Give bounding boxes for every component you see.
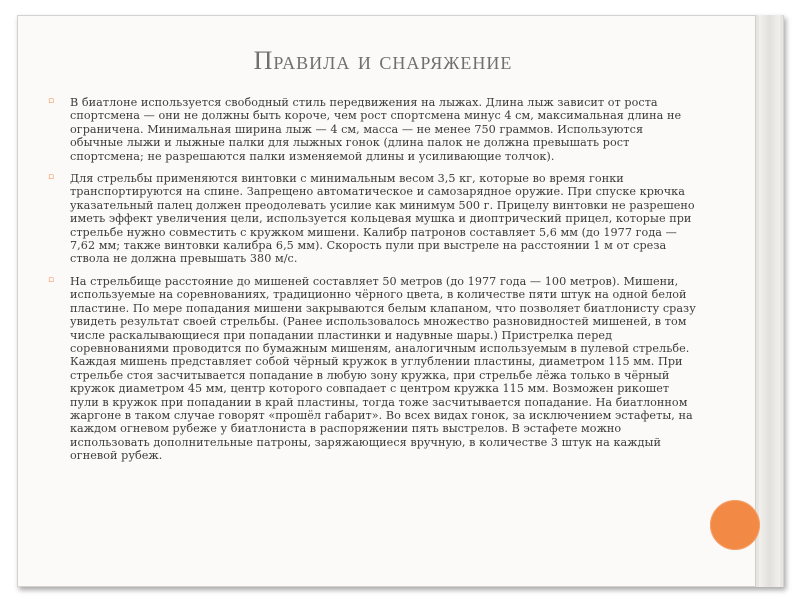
slide-title: Правила и снаряжение [253,46,513,75]
paragraph-skis [46,96,696,163]
paragraph-text: В биатлоне используется свободный стиль передвижения на лыжах. Длина лыж зависит от роста спортсмена — они не должны быть короче, чем рост спортсмена минус 4 см, максимальная длина не ограничена. Минимальная ширина лыж — 4 см, масса — не менее 750 граммов. Используются обычные лыжи и лыжные палки для лыжных гонок (длина палок не должна превышать рост спортсмена; не разрешаются палки изменяемой длины и усиливающие толчок). [70,96,682,163]
right-decorative-bar [755,15,783,587]
paragraph-text: На стрельбище расстояние до мишеней составляет 50 метров (до 1977 года — 100 метров). Мишени, используемые на соревнованиях, традиционно чёрного цвета, в количестве пяти штук на одной белой пластине. По мере попадания мишени закрываются белым клапаном, что позволяет биатлонисту сразу увидеть результат своей стрельбы. (Ранее использовалось множество разновидностей мишеней, в том числе раскалывающиеся при попадании пластинки и надувные шары.) Пристрелка перед соревнованиями проводится по бумажным мишеням, аналогичным используемым в пулевой стрельбе. Каждая мишень представляет собой чёрный кружок в углублении пластины, диаметром 115 мм. При стрельбе стоя засчитывается попадание в любую зону кружка, при стрельбе лёжа только в чёрный кружок диаметром 45 мм, центр которого совпадает с центром кружка 115 мм. Возможен рикошет пули в кружок при попадании в край пластины, тогда тоже засчитывается попадание. На биатлонном жаргоне в таком случае говорят «прошёл габарит». Во всех видах гонок, за исключением эстафеты, на каждом огневом рубеже у биатлониста в распоряжении пять выстрелов. В эстафете можно использовать дополнительные патроны, заряжающиеся вручную, в количестве 3 штук на каждый огневой рубеж. [70,274,696,463]
square-bullet-icon: ▫ [48,274,55,285]
paragraph-shooting-range [46,275,696,463]
paragraph-text: Для стрельбы применяются винтовки с минимальным весом 3,5 кг, которые во время гонки транспортируются на спине. Запрещено автоматическое и самозарядное оружие. При спуске крючка указательный палец должен преодолевать усилие как минимум 500 г. Прицелу винтовки не разрешено иметь эффект увеличения цели, используется кольцевая мушка и диоптрический прицел, которые при стрельбе нужно совместить с кружком мишени. Калибр патронов составляет 5,6 мм (до 1977 года — 7,62 мм; также винтовки калибра 6,5 мм). Скорость пули при выстреле на расстоянии 1 м от среза ствола не должна превышать 380 м/с. [70,172,695,266]
square-bullet-icon: ▫ [48,96,55,106]
paragraph-rifles [46,172,696,266]
square-bullet-icon: ▫ [48,172,55,183]
right-bar-stripe [759,15,780,587]
slide-content [46,96,696,472]
orange-circle-decoration [710,500,760,550]
